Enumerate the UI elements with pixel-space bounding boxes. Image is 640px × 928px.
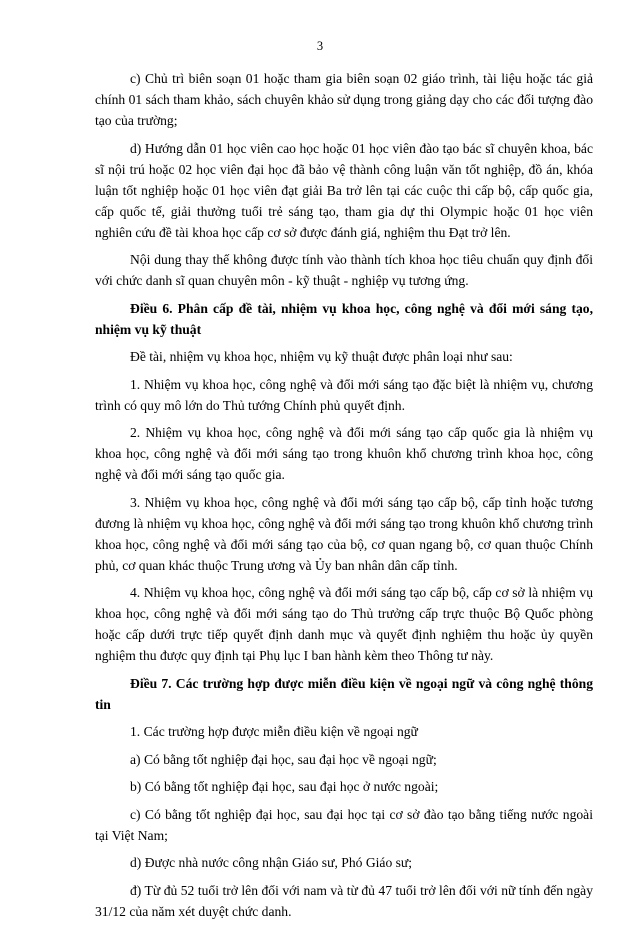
- paragraph-clause-1-exempt: 1. Các trường hợp được miễn điều kiện về ngoại ngữ: [130, 724, 418, 739]
- page-number: 3: [316, 39, 324, 53]
- paragraph-item-d: d) Hướng dẫn 01 học viên cao học hoặc 01 học viên đào tạo bác sĩ chuyên khoa, bác sĩ nội trú hoặc 02 học viên đại học đã bảo vệ thành công luận văn tốt nghiệp, đồ án, khóa luận tốt nghiệp hoặc 01 học viên đạt giải Ba trở lên tại các cuộc thi cấp bộ, cấp quốc gia, cấp quốc tế, giải thưởng tuổi trẻ sáng tạo, tham gia dự thi Olympic hoặc 01 học viên nghiên cứu đề tài khoa học cấp cơ sở được đánh giá, nghiệm thu Đạt trở lên.: [95, 140, 593, 240]
- paragraph-clause-2: 2. Nhiệm vụ khoa học, công nghệ và đổi mới sáng tạo cấp quốc gia là nhiệm vụ khoa học, công nghệ và đổi mới sáng tạo trong khuôn khổ chương trình khoa học, công nghệ và đổi mới sáng tạo quốc gia.: [95, 425, 593, 482]
- document-body: [95, 68, 593, 928]
- paragraph-item-c: c) Chủ trì biên soạn 01 hoặc tham gia biên soạn 02 giáo trình, tài liệu hoặc tác giả chính 01 sách tham khảo, sách chuyên khảo sử dụng trong giảng dạy cho các đối tượng đào tạo của trường;: [95, 71, 593, 128]
- paragraph-item-d2: d) Được nhà nước công nhận Giáo sư, Phó Giáo sư;: [130, 855, 413, 870]
- paragraph-clause-4: 4. Nhiệm vụ khoa học, công nghệ và đổi mới sáng tạo cấp bộ, cấp cơ sở là nhiệm vụ khoa học, công nghệ và đổi mới sáng tạo do Thủ trưởng cấp trực thuộc Bộ Quốc phòng hoặc cấp dưới trực tiếp quyết định danh mục và quyết định nghiệm thu hoặc ủy quyền nghiệm thu được quy định tại Phụ lục I ban hành kèm theo Thông tư này.: [95, 585, 593, 663]
- article-7-heading: Điều 7. Các trường hợp được miễn điều kiện về ngoại ngữ và công nghệ thông tin: [95, 675, 593, 712]
- paragraph-item-b: b) Có bằng tốt nghiệp đại học, sau đại học ở nước ngoài;: [130, 779, 439, 794]
- paragraph-clause-3: 3. Nhiệm vụ khoa học, công nghệ và đổi mới sáng tạo cấp bộ, cấp tỉnh hoặc tương đương là nhiệm vụ khoa học, công nghệ và đổi mới sáng tạo trong khuôn khổ chương trình khoa học, công nghệ và đổi mới sáng tạo của bộ, cơ quan ngang bộ, cơ quan thuộc Chính phủ, cơ quan khác thuộc Trung ương và Ủy ban nhân dân cấp tỉnh.: [95, 494, 593, 573]
- paragraph-item-c2: c) Có bằng tốt nghiệp đại học, sau đại học tại cơ sở đào tạo bằng tiếng nước ngoài tại Việt Nam;: [95, 806, 593, 843]
- paragraph-clause-1: 1. Nhiệm vụ khoa học, công nghệ và đổi mới sáng tạo đặc biệt là nhiệm vụ, chương trình có quy mô lớn do Thủ tướng Chính phủ quyết định.: [95, 376, 593, 413]
- paragraph-item-a: a) Có bằng tốt nghiệp đại học, sau đại học về ngoại ngữ;: [130, 751, 437, 767]
- paragraph-intro: Đề tài, nhiệm vụ khoa học, nhiệm vụ kỹ thuật được phân loại như sau:: [130, 349, 513, 364]
- paragraph-item-dd: đ) Từ đủ 52 tuổi trở lên đối với nam và từ đủ 47 tuổi trở lên đối với nữ tính đến ngày 31/12 của năm xét duyệt chức danh.: [95, 882, 593, 919]
- paragraph-note: Nội dung thay thế không được tính vào thành tích khoa học tiêu chuẩn quy định đối với chức danh sĩ quan chuyên môn - kỹ thuật - nghiệp vụ tương ứng.: [95, 252, 593, 288]
- article-6-heading: Điều 6. Phân cấp đề tài, nhiệm vụ khoa học, công nghệ và đổi mới sáng tạo, nhiệm vụ kỹ thuật: [95, 300, 593, 337]
